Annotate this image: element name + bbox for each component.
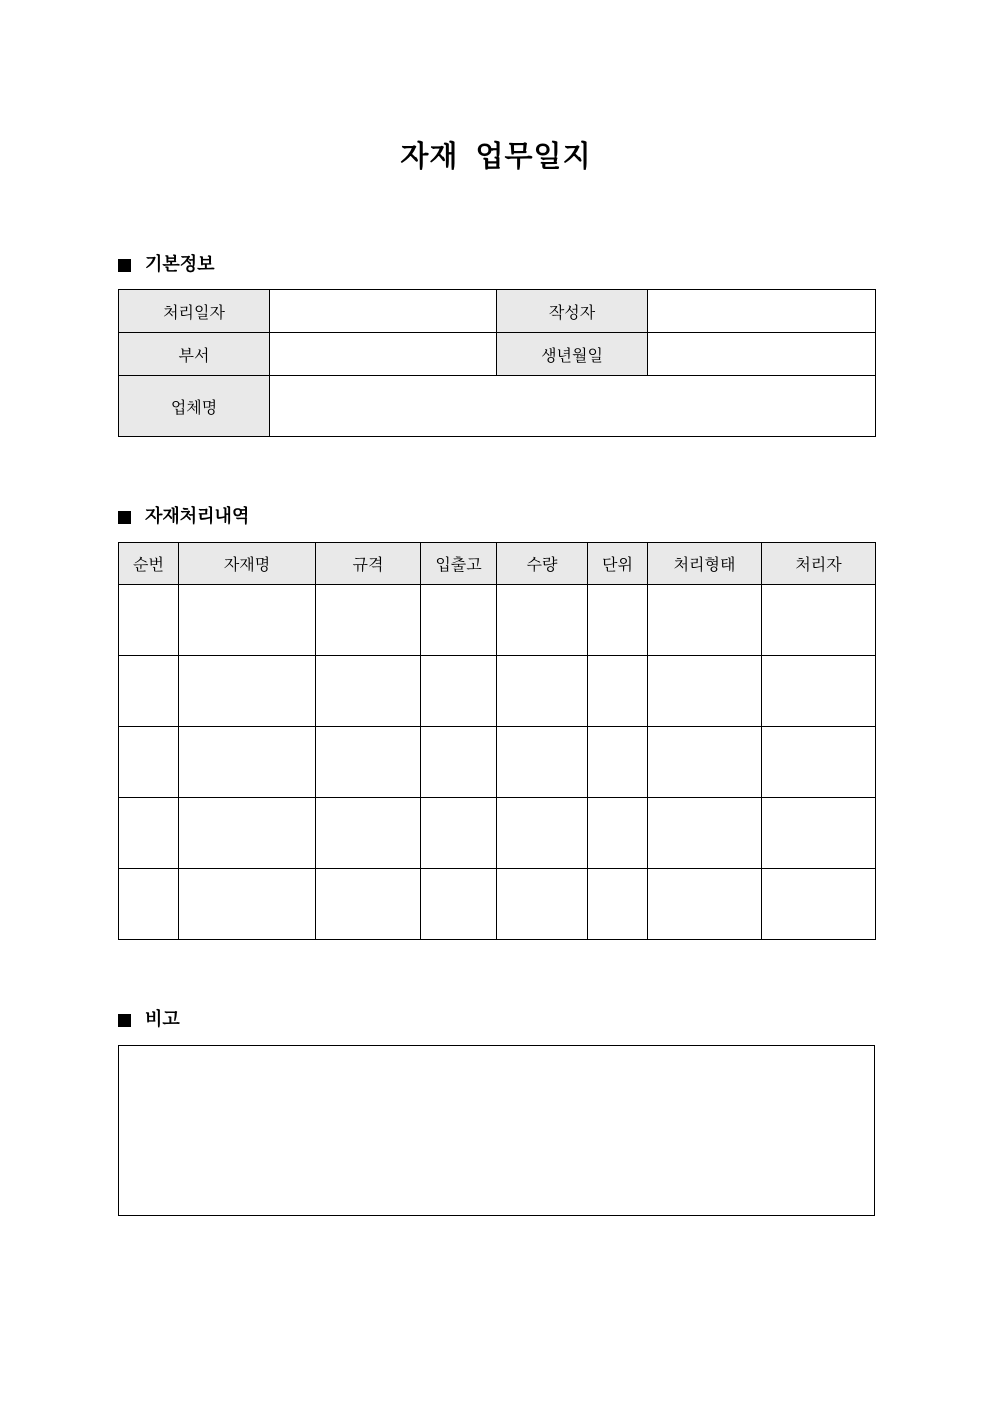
table-cell[interactable] xyxy=(588,727,648,798)
table-cell[interactable] xyxy=(316,585,421,656)
page-title: 자재 업무일지 xyxy=(400,139,592,173)
section-heading-label: 자재처리내역 xyxy=(145,506,250,527)
birth-date-label: 생년월일 xyxy=(497,333,648,376)
square-bullet-icon xyxy=(118,1014,131,1027)
table-cell[interactable] xyxy=(762,798,876,869)
table-cell[interactable] xyxy=(119,798,179,869)
column-header-process-type: 처리형태 xyxy=(648,543,762,585)
table-cell[interactable] xyxy=(179,656,316,727)
table-cell[interactable] xyxy=(588,798,648,869)
table-cell[interactable] xyxy=(316,798,421,869)
birth-date-field[interactable] xyxy=(648,333,876,376)
basic-info-table xyxy=(118,289,876,437)
table-cell[interactable] xyxy=(497,798,588,869)
table-cell[interactable] xyxy=(648,656,762,727)
table-cell[interactable] xyxy=(762,585,876,656)
department-field[interactable] xyxy=(270,333,497,376)
section-heading-label: 비고 xyxy=(145,1009,180,1030)
table-cell[interactable] xyxy=(421,656,497,727)
table-cell[interactable] xyxy=(316,656,421,727)
table-cell[interactable] xyxy=(497,585,588,656)
table-cell[interactable] xyxy=(762,869,876,940)
table-cell[interactable] xyxy=(119,656,179,727)
column-header-in-out: 입출고 xyxy=(421,543,497,585)
table-cell[interactable] xyxy=(497,656,588,727)
table-cell[interactable] xyxy=(497,727,588,798)
company-name-field[interactable] xyxy=(270,376,876,437)
remarks-field[interactable] xyxy=(118,1045,875,1216)
section-heading-label: 기본정보 xyxy=(145,254,215,275)
column-header-seq: 순번 xyxy=(119,543,179,585)
table-cell[interactable] xyxy=(588,656,648,727)
table-cell[interactable] xyxy=(588,869,648,940)
table-cell[interactable] xyxy=(497,869,588,940)
table-cell[interactable] xyxy=(316,727,421,798)
table-cell[interactable] xyxy=(421,727,497,798)
table-cell[interactable] xyxy=(648,585,762,656)
table-cell[interactable] xyxy=(179,798,316,869)
process-date-field[interactable] xyxy=(270,290,497,333)
table-cell[interactable] xyxy=(421,798,497,869)
table-cell[interactable] xyxy=(119,869,179,940)
table-cell[interactable] xyxy=(119,585,179,656)
column-header-quantity: 수량 xyxy=(497,543,588,585)
table-row xyxy=(119,727,876,798)
column-header-spec: 규격 xyxy=(316,543,421,585)
square-bullet-icon xyxy=(118,511,131,524)
section-heading-basic-info xyxy=(118,253,215,277)
table-cell[interactable] xyxy=(588,585,648,656)
table-cell[interactable] xyxy=(316,869,421,940)
author-label: 작성자 xyxy=(497,290,648,333)
table-row xyxy=(119,869,876,940)
table-row xyxy=(119,656,876,727)
column-header-handler: 처리자 xyxy=(762,543,876,585)
table-cell[interactable] xyxy=(421,869,497,940)
table-cell[interactable] xyxy=(179,869,316,940)
column-header-material-name: 자재명 xyxy=(179,543,316,585)
table-cell[interactable] xyxy=(119,727,179,798)
table-cell[interactable] xyxy=(762,727,876,798)
department-label: 부서 xyxy=(119,333,270,376)
table-cell[interactable] xyxy=(421,585,497,656)
column-header-unit: 단위 xyxy=(588,543,648,585)
square-bullet-icon xyxy=(118,259,131,272)
company-name-label: 업체명 xyxy=(119,376,270,437)
section-heading-remarks xyxy=(118,1008,180,1032)
material-history-table xyxy=(118,542,876,940)
table-row xyxy=(119,585,876,656)
table-cell[interactable] xyxy=(648,869,762,940)
table-cell[interactable] xyxy=(179,727,316,798)
table-row xyxy=(119,798,876,869)
section-heading-material-history xyxy=(118,505,249,529)
table-cell[interactable] xyxy=(648,727,762,798)
table-cell[interactable] xyxy=(762,656,876,727)
table-cell[interactable] xyxy=(179,585,316,656)
table-cell[interactable] xyxy=(648,798,762,869)
process-date-label: 처리일자 xyxy=(119,290,270,333)
author-field[interactable] xyxy=(648,290,876,333)
